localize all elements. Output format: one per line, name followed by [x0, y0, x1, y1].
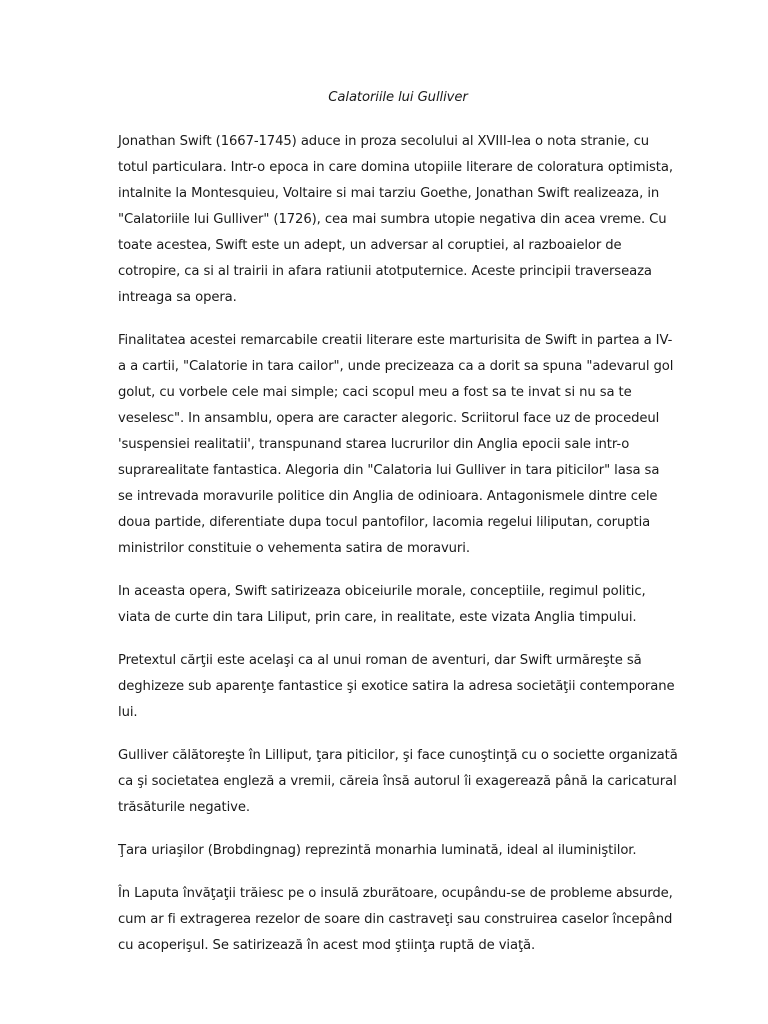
paragraph-7: În Laputa învăţaţii trăiesc pe o insulă zburătoare, ocupându-se de probleme absurde, cum ar fi extragerea rezelor de soare din castraveţi sau construirea caselor începând cu acoperişul. Se satirizează în acest mod ştiinţa ruptă de viaţă. — [118, 886, 673, 953]
paragraph-1: Jonathan Swift (1667-1745) aduce in proza secolului al XVIII-lea o nota stranie, cu totul particulara. Intr-o epoca in care domina utopiile literare de coloratura optimista, intalnite la Montesquieu, Voltaire si mai tarziu Goethe, Jonathan Swift realizeaza, in "Calatoriile lui Gulliver" (1726), cea mai sumbra utopie negativa din acea vreme. Cu toate acestea, Swift este un adept, un adversar al coruptiei, al razboaielor de cotropire, ca si al trairii in afara ratiunii atotputernice. Aceste principii traverseaza intreaga sa opera. — [118, 134, 673, 305]
paragraph-6: Ţara uriaşilor (Brobdingnag) reprezintă monarhia luminată, ideal al iluminiştilor. — [118, 843, 637, 858]
paragraph-2: Finalitatea acestei remarcabile creatii literare este marturisita de Swift in partea a IV-a a cartii, "Calatorie in tara cailor", unde precizeaza ca a dorit sa spuna "adevarul gol golut, cu vorbele cele mai simple; caci scopul meu a fost sa te invat si nu sa te veselesc". In ansamblu, opera are caracter alegoric. Scriitorul face uz de procedeul 'suspensiei realitatii', transpunand starea lucrurilor din Anglia epocii sale intr-o suprarealitate fantastica. Alegoria din "Calatoria lui Gulliver in tara piticilor" lasa sa se intrevada moravurile politice din Anglia de odinioara. Antagonismele dintre cele doua partide, diferentiate dupa tocul pantofilor, lacomia regelui liliputan, coruptia ministrilor constituie o vehementa satira de moravuri. — [118, 333, 674, 556]
paragraph-5: Gulliver călătoreşte în Lilliput, ţara piticilor, şi face cunoştinţă cu o societte organizată ca şi societatea engleză a vremii, căreia însă autorul îi exagerează până la caricatural trăsăturile negative. — [118, 748, 678, 815]
document-title: Calatoriile lui Gulliver — [328, 90, 468, 105]
paragraph-3: In aceasta opera, Swift satirizeaza obiceiurile morale, conceptiile, regimul politic, viata de curte din tara Liliput, prin care, in realitate, este vizata Anglia timpului. — [118, 584, 646, 625]
paragraph-4: Pretextul cărţii este acelaşi ca al unui roman de aventuri, dar Swift urmăreşte să deghizeze sub aparenţe fantastice şi exotice satira la adresa societăţii contemporane lui. — [118, 653, 675, 720]
document-page — [118, 88, 678, 976]
